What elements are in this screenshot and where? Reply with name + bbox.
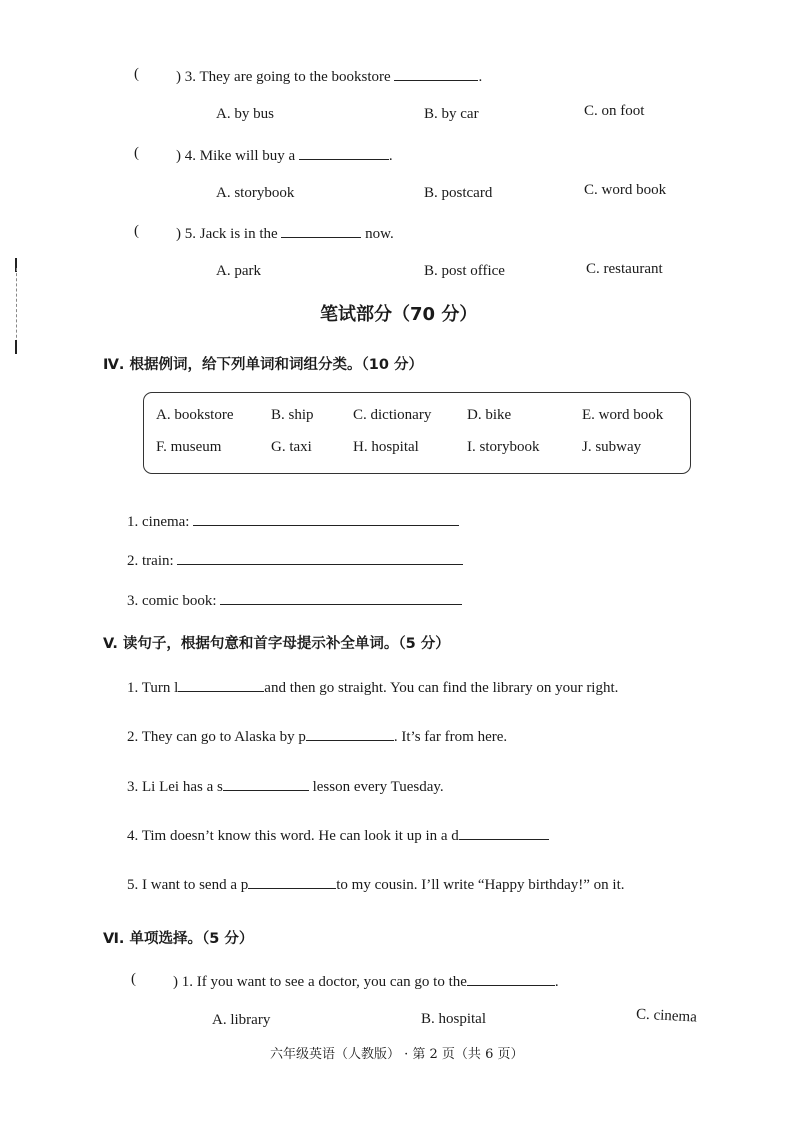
paren-open: ( bbox=[134, 223, 139, 239]
classify-item-2 bbox=[127, 550, 463, 570]
fill-text-post: lesson every Tuesday. bbox=[312, 779, 444, 795]
section-6-heading: Ⅵ. 单项选择。（5 分） bbox=[103, 931, 254, 947]
margin-mark-bottom bbox=[15, 340, 17, 354]
question-text: ) 4. Mike will buy a bbox=[176, 148, 296, 164]
section-4-heading: Ⅳ. 根据例词，给下列单词和词组分类。（10 分） bbox=[103, 357, 423, 373]
question-end: . bbox=[388, 148, 393, 164]
fill-text-post: to my cousin. I’ll write “Happy birthday!” on it. bbox=[336, 877, 625, 893]
classify-item-1 bbox=[127, 511, 459, 531]
question-text: ) 5. Jack is in the bbox=[176, 226, 278, 242]
answer-blank[interactable] bbox=[223, 776, 309, 791]
option-b[interactable]: B. postcard bbox=[424, 185, 493, 201]
option-a[interactable]: A. library bbox=[212, 1012, 271, 1028]
classify-label: 3. comic book: bbox=[127, 593, 217, 609]
option-b[interactable]: B. hospital bbox=[421, 1011, 487, 1027]
fill-text-post: and then go straight. You can find the library on your right. bbox=[264, 680, 619, 696]
answer-line[interactable] bbox=[177, 550, 463, 565]
word-bank-item: J. subway bbox=[582, 439, 642, 455]
word-bank-item: G. taxi bbox=[271, 439, 312, 455]
word-bank-item: A. bookstore bbox=[156, 407, 234, 423]
answer-blank[interactable] bbox=[467, 971, 555, 986]
question-end: now. bbox=[365, 226, 394, 242]
paren-open: ( bbox=[131, 971, 136, 987]
option-c[interactable]: C. restaurant bbox=[586, 261, 663, 277]
option-a[interactable]: A. storybook bbox=[216, 185, 295, 201]
word-bank-box bbox=[143, 392, 691, 474]
paren-open: ( bbox=[134, 66, 139, 82]
option-b[interactable]: B. by car bbox=[424, 106, 479, 122]
word-bank-item: E. word book bbox=[582, 407, 664, 423]
answer-blank[interactable] bbox=[248, 874, 336, 889]
word-bank-item: D. bike bbox=[467, 407, 512, 423]
answer-blank[interactable] bbox=[394, 66, 478, 81]
question-q4 bbox=[176, 145, 393, 165]
answer-blank[interactable] bbox=[299, 145, 389, 160]
option-a[interactable]: A. park bbox=[216, 263, 261, 279]
written-part-title: 笔试部分（70 分） bbox=[320, 304, 478, 325]
answer-blank[interactable] bbox=[306, 726, 394, 741]
question-end: . bbox=[554, 974, 559, 990]
word-bank-item: I. storybook bbox=[467, 439, 540, 455]
paren-open: ( bbox=[134, 145, 139, 161]
fill-text-pre: 4. Tim doesn’t know this word. He can look it up in a d bbox=[127, 828, 459, 844]
fill-item-5 bbox=[127, 874, 625, 894]
fill-item-1 bbox=[127, 677, 618, 697]
answer-line[interactable] bbox=[193, 511, 459, 526]
section-5-heading: V. 读句子，根据句意和首字母提示补全单词。（5 分） bbox=[103, 636, 450, 652]
answer-blank[interactable] bbox=[281, 223, 361, 238]
question-q5 bbox=[176, 223, 394, 243]
option-b[interactable]: B. post office bbox=[424, 263, 505, 279]
fill-text-post: . It’s far from here. bbox=[393, 729, 508, 745]
answer-blank[interactable] bbox=[178, 677, 264, 692]
fill-text-pre: 1. Turn l bbox=[127, 680, 179, 696]
option-a[interactable]: A. by bus bbox=[216, 106, 274, 122]
option-c[interactable]: C. cinema bbox=[635, 1006, 698, 1026]
page-footer: 六年级英语（人教版） · 第 2 页（共 6 页） bbox=[270, 1047, 524, 1062]
word-bank-item: B. ship bbox=[271, 407, 314, 423]
answer-blank[interactable] bbox=[459, 825, 549, 840]
fill-text-pre: 3. Li Lei has a s bbox=[127, 779, 223, 795]
question-s6-q1 bbox=[173, 971, 559, 991]
question-text: ) 3. They are going to the bookstore bbox=[176, 69, 391, 85]
margin-fold-line bbox=[16, 268, 17, 348]
question-end: . bbox=[478, 69, 483, 85]
fill-item-2 bbox=[127, 726, 507, 746]
word-bank-item: H. hospital bbox=[353, 439, 419, 455]
classify-label: 1. cinema: bbox=[127, 514, 190, 530]
question-q3 bbox=[176, 66, 482, 86]
question-text: ) 1. If you want to see a doctor, you can go to the bbox=[173, 974, 467, 990]
fill-item-4 bbox=[127, 825, 549, 845]
word-bank-item: F. museum bbox=[156, 439, 222, 455]
option-c[interactable]: C. word book bbox=[584, 182, 667, 198]
fill-text-pre: 2. They can go to Alaska by p bbox=[127, 729, 306, 745]
answer-line[interactable] bbox=[220, 590, 462, 605]
fill-text-pre: 5. I want to send a p bbox=[127, 877, 249, 893]
classify-label: 2. train: bbox=[127, 553, 174, 569]
option-c[interactable]: C. on foot bbox=[584, 103, 645, 119]
classify-item-3 bbox=[127, 590, 462, 610]
fill-item-3 bbox=[127, 776, 444, 796]
word-bank-item: C. dictionary bbox=[353, 407, 432, 423]
